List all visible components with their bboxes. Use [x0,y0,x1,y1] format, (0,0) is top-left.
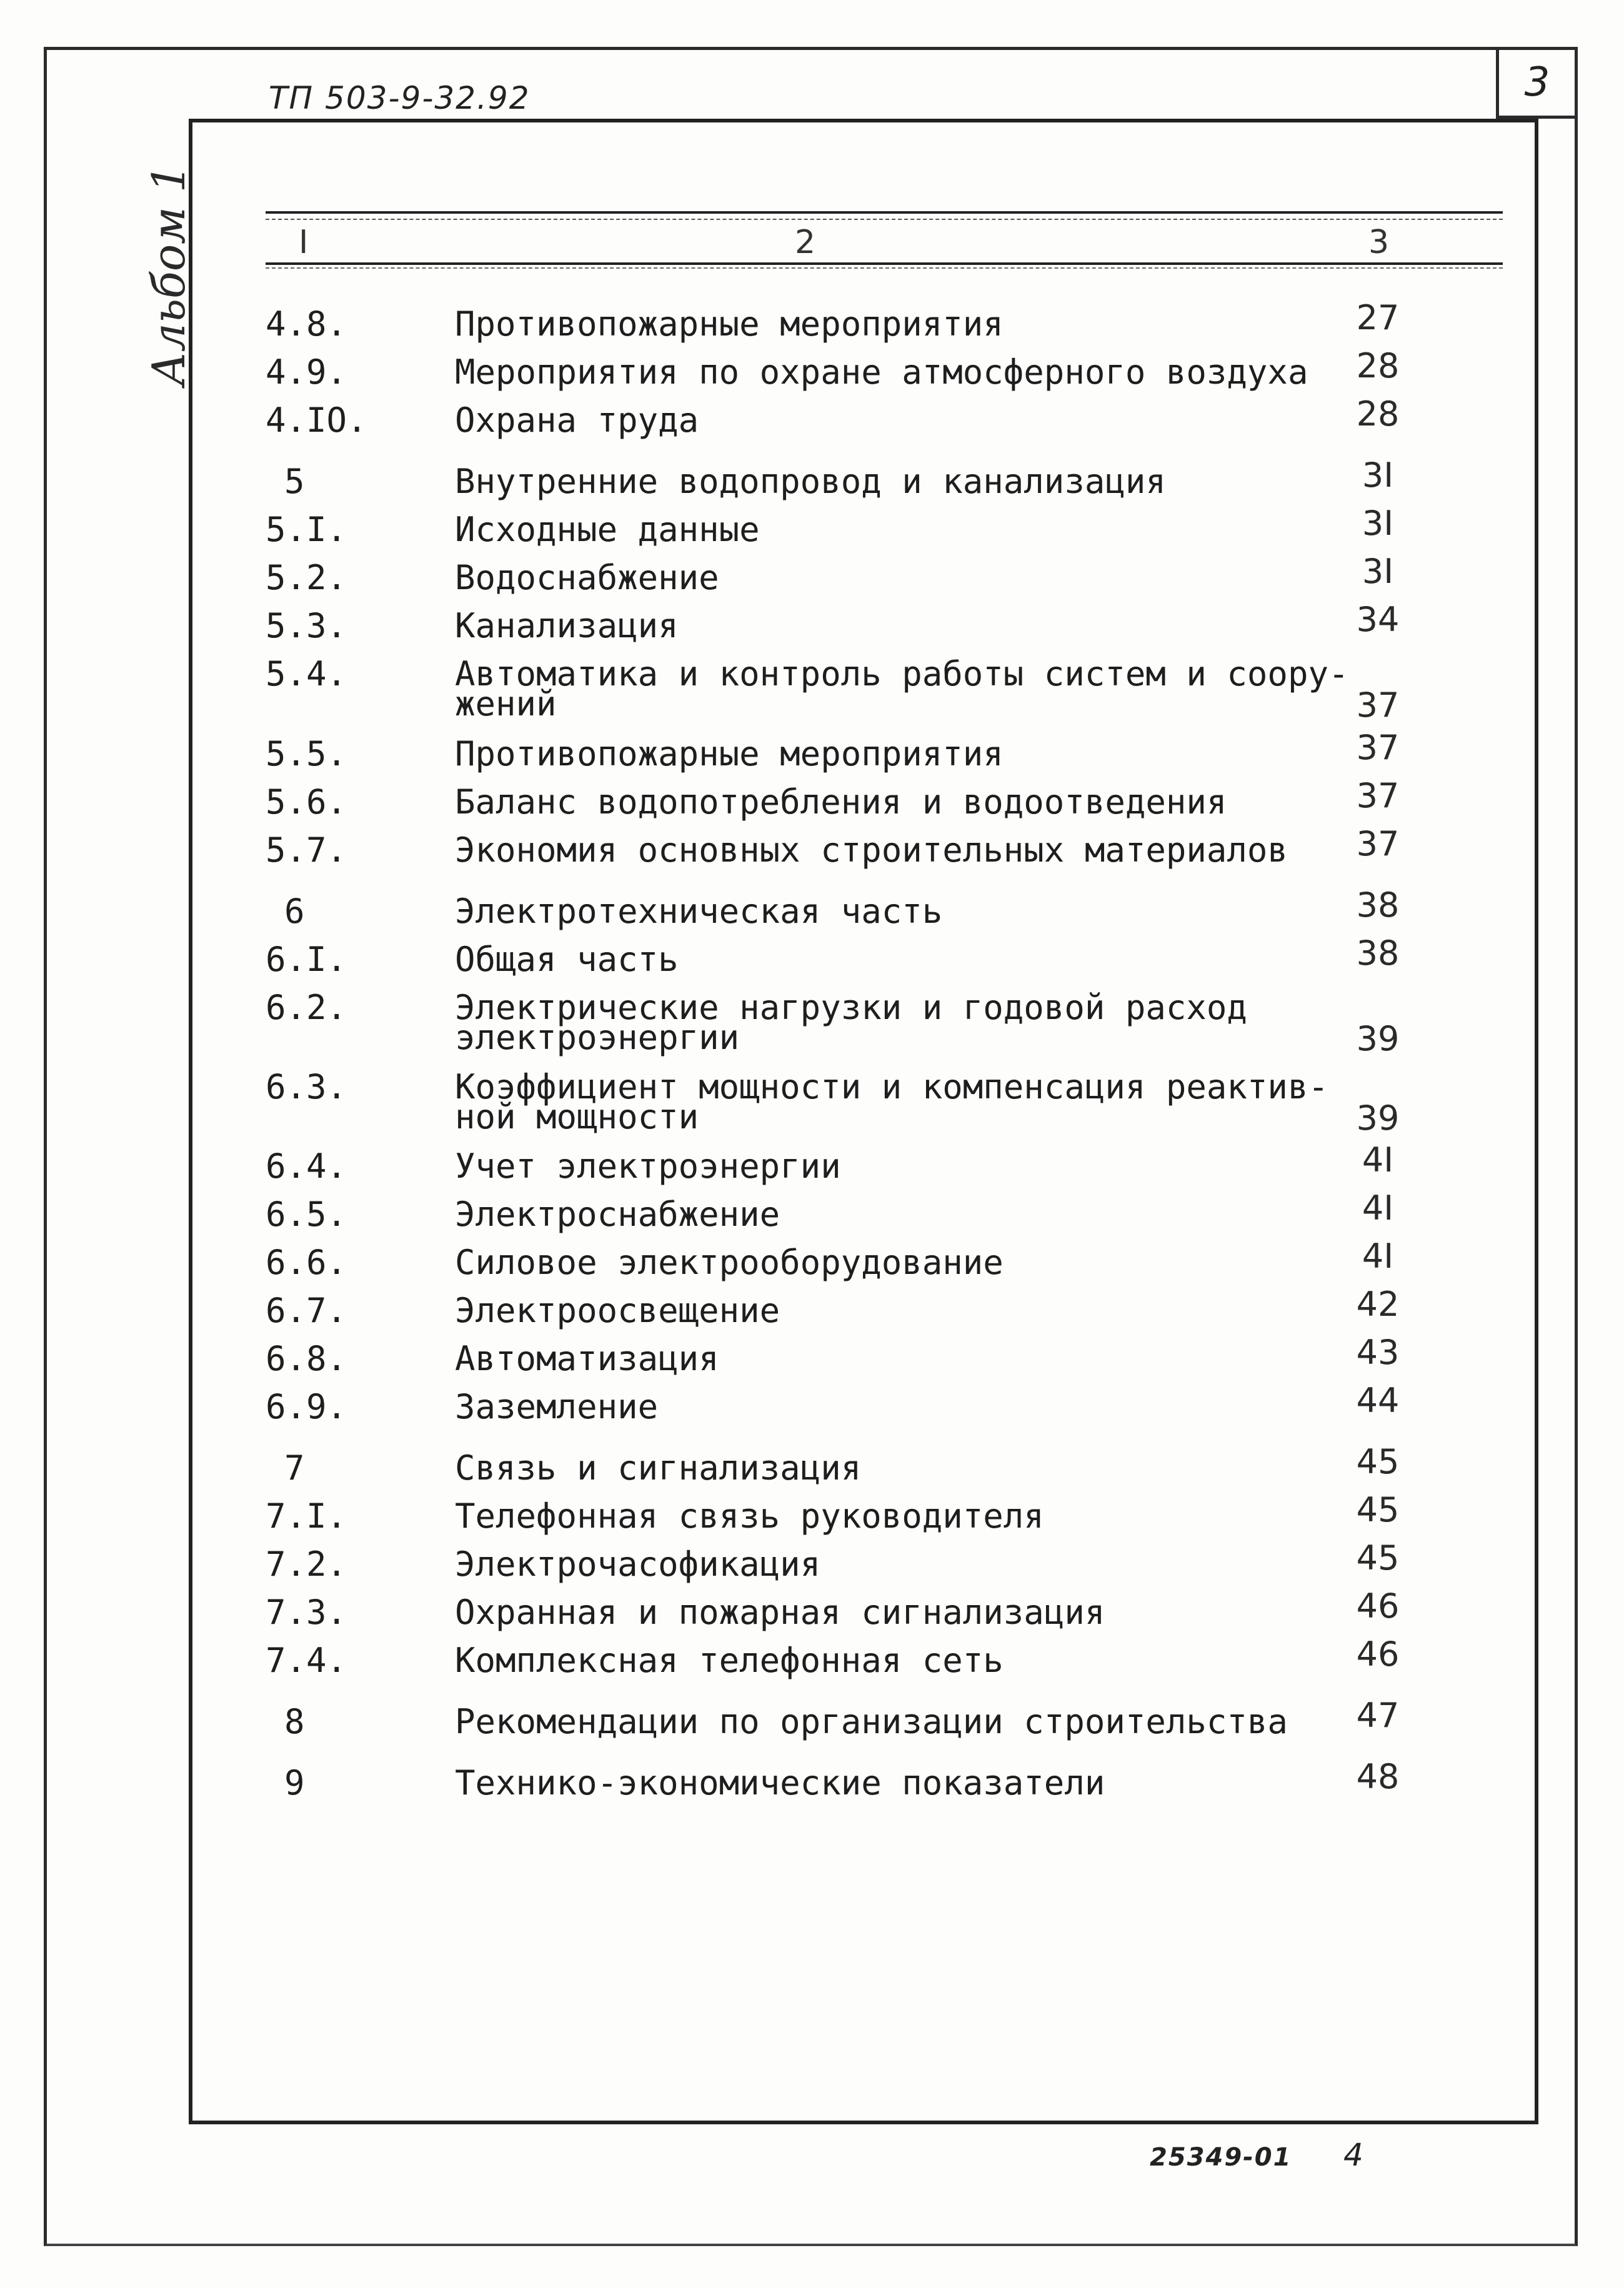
toc-page-number: 39 [1356,1019,1400,1058]
toc-section-title [455,352,1348,392]
column-header-page: 3 [1368,224,1390,261]
album-label: Альбом 1 [142,164,195,386]
toc-page-number: 48 [1356,1757,1400,1796]
toc-section-number: 6.9. [266,1387,347,1426]
toc-page-number: 42 [1356,1285,1400,1324]
toc-title-line: Электрические нагрузки и годовой расход [455,988,1247,1027]
toc-title-line: Электротехническая часть [455,892,943,931]
column-header-title: 2 [795,224,816,261]
toc-page-number: 46 [1356,1586,1400,1626]
toc-section-number: 6.7. [266,1291,347,1330]
toc-title-line: Автоматизация [455,1339,719,1378]
toc-section-number: 7.4. [266,1641,347,1680]
toc-section-number: 5.3. [266,606,347,645]
toc-page-number: 27 [1356,298,1400,337]
toc-title-line: Электроснабжение [455,1195,780,1234]
toc-section-title [455,1291,1348,1330]
toc-section-number: 6.8. [266,1339,347,1378]
toc-section-title [455,606,1348,645]
header-rule-bottom [266,262,1503,265]
toc-page-number: 47 [1356,1696,1400,1735]
toc-section-number: 6.5. [266,1195,347,1234]
toc-section-title [455,988,1348,1057]
toc-section-title [455,734,1348,773]
document-code: ТП 503-9-32.92 [269,80,531,116]
toc-section-number: 6.I. [266,940,347,979]
toc-section-title [455,1067,1348,1137]
toc-page-number: 28 [1356,394,1400,434]
toc-page-number: 37 [1356,776,1400,815]
toc-section-title [455,1195,1348,1234]
toc-section-number: 5.2. [266,558,347,597]
toc-title-line: Охрана труда [455,400,699,440]
toc-title-line: Общая часть [455,940,679,979]
toc-section-title [455,304,1348,344]
toc-title-line: Электрочасофикация [455,1544,821,1584]
toc-title-line: Рекомендации по организации строительства [455,1702,1288,1741]
toc-section-number: 4.IO. [266,400,367,440]
toc-section-title [455,510,1348,549]
header-rule-bottom-secondary [266,267,1503,269]
footer-number: 4 [1343,2137,1363,2173]
toc-section-title [455,1448,1348,1488]
toc-title-line: Коэффициент мощности и компенсация реактив- [455,1067,1328,1107]
toc-section-title [455,1544,1348,1584]
toc-section-title [455,558,1348,597]
toc-section-title [455,1496,1348,1536]
toc-section-number: 8 [284,1702,305,1741]
toc-page-number: 37 [1356,728,1400,767]
toc-section-title [455,782,1348,822]
toc-section-number: 5.I. [266,510,347,549]
toc-title-line: Комплексная телефонная сеть [455,1641,1004,1680]
toc-page-number: 4I [1362,1236,1394,1276]
toc-section-title [455,400,1348,440]
toc-page-number: 3I [1362,455,1394,495]
toc-section-title [455,1593,1348,1632]
toc-section-title [455,892,1348,931]
header-rule-top [266,211,1503,214]
toc-page-number: 45 [1356,1490,1400,1529]
toc-section-title [455,1146,1348,1186]
toc-title-line: электроэнергии [455,1018,740,1057]
toc-page-number: 45 [1356,1538,1400,1578]
toc-page-number: 3I [1362,552,1394,591]
header-rule-top-secondary [266,219,1503,220]
toc-title-line: Внутренние водопровод и канализация [455,462,1166,501]
toc-section-title [455,1387,1348,1426]
toc-section-title [455,1702,1348,1741]
toc-section-number: 7.2. [266,1544,347,1584]
toc-title-line: жений [455,684,557,724]
toc-section-number: 7.I. [266,1496,347,1536]
toc-section-number: 7 [284,1448,305,1488]
toc-section-title [455,654,1349,724]
toc-title-line: Противопожарные мероприятия [455,734,1004,773]
toc-title-line: Связь и сигнализация [455,1448,862,1488]
toc-section-number: 6 [284,892,305,931]
toc-page-number: 3I [1362,504,1394,543]
toc-title-line: Мероприятия по охране атмосферного воздуха [455,352,1308,392]
toc-title-line: Канализация [455,606,679,645]
toc-section-number: 4.8. [266,304,347,344]
toc-section-title [455,1763,1348,1803]
toc-title-line: ной мощности [455,1097,699,1137]
toc-section-number: 7.3. [266,1593,347,1632]
toc-page-number: 39 [1356,1098,1400,1138]
toc-page-number: 37 [1356,824,1400,863]
toc-section-number: 4.9. [266,352,347,392]
toc-section-number: 5.5. [266,734,347,773]
toc-title-line: Учет электроэнергии [455,1146,841,1186]
toc-title-line: Заземление [455,1387,659,1426]
toc-section-title [455,830,1348,870]
toc-title-line: Силовое электрооборудование [455,1243,1004,1282]
toc-title-line: Телефонная связь руководителя [455,1496,1044,1536]
toc-page-number: 43 [1356,1333,1400,1372]
toc-page-number: 38 [1356,933,1400,973]
toc-page-number: 46 [1356,1634,1400,1674]
toc-section-title [455,1339,1348,1378]
toc-section-number: 5.6. [266,782,347,822]
toc-page-number: 4I [1362,1188,1394,1228]
toc-section-number: 5.7. [266,830,347,870]
toc-page-number: 38 [1356,885,1400,925]
toc-title-line: Экономия основных строительных материалов [455,830,1288,870]
toc-section-title [455,462,1348,501]
toc-title-line: Технико-экономические показатели [455,1763,1105,1803]
toc-section-number: 9 [284,1763,305,1803]
toc-title-line: Электроосвещение [455,1291,780,1330]
toc-page-number: 28 [1356,346,1400,385]
toc-section-title [455,940,1348,979]
toc-section-number: 6.4. [266,1146,347,1186]
toc-title-line: Автоматика и контроль работы систем и соору- [455,654,1349,694]
toc-page-number: 45 [1356,1442,1400,1481]
toc-title-line: Исходные данные [455,510,760,549]
toc-section-number: 5.4. [266,654,347,694]
toc-title-line: Баланс водопотребления и водоотведения [455,782,1227,822]
toc-section-title [455,1243,1348,1282]
sheet-number: 3 [1524,59,1550,106]
toc-page-number: 4I [1362,1140,1394,1180]
toc-page-number: 37 [1356,685,1400,725]
toc-title-line: Противопожарные мероприятия [455,304,1004,344]
footer-inventory-code: 25349-01 [1150,2143,1292,2172]
toc-page-number: 44 [1356,1381,1400,1420]
column-header-number: I [299,224,309,261]
toc-section-number: 6.2. [266,988,347,1027]
toc-section-number: 6.3. [266,1067,347,1107]
toc-section-title [455,1641,1348,1680]
toc-title-line: Охранная и пожарная сигнализация [455,1593,1105,1632]
toc-page-number: 34 [1356,600,1400,639]
toc-title-line: Водоснабжение [455,558,719,597]
toc-section-number: 6.6. [266,1243,347,1282]
toc-section-number: 5 [284,462,305,501]
